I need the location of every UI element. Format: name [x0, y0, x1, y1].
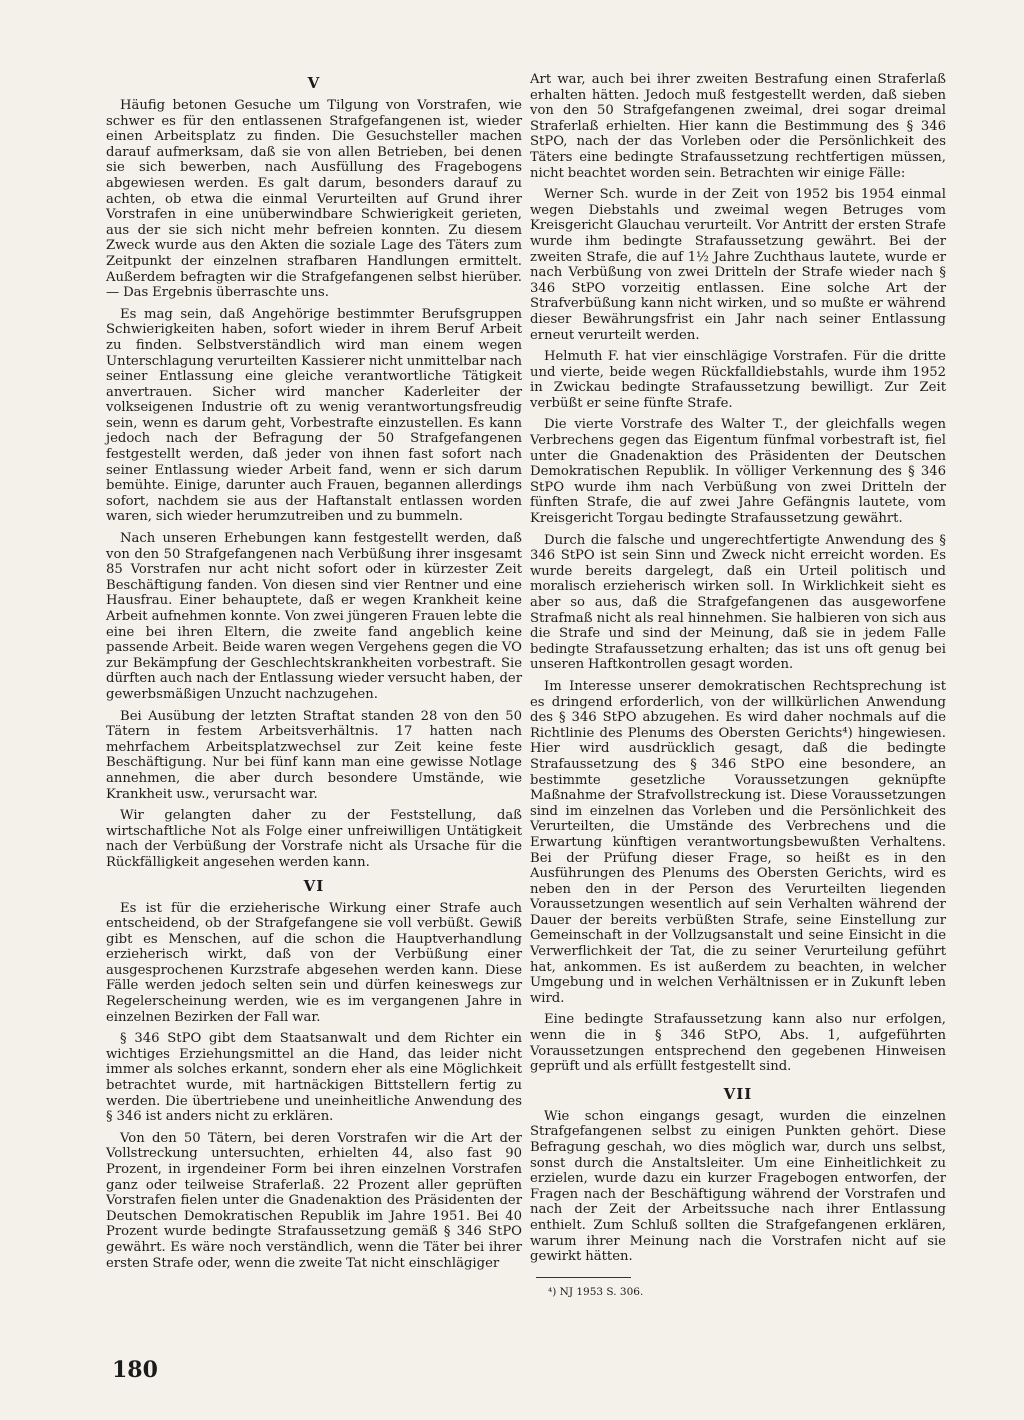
paragraph: Häufig betonen Gesuche um Tilgung von Vorstrafen, wie schwer es für den entlassenen Strafgefangenen ist, wieder einen Arbeitsplatz zu finden. Die Gesuchsteller machen darauf aufmerksam, daß sie von allen Betrieben, bei denen sie sich bewerben, nach Ausfüllung des Fragebogens abgewiesen werden. Es galt darum, besonders darauf zu achten, ob etwa die einmal Verurteilten auf Grund ihrer Vorstrafen in eine unüberwindbare Schwierigkeit gerieten, aus der sie sich nicht mehr befreien konnten. Zu diesem Zweck wurde aus den Akten die soziale Lage des Täters zum Zeitpunkt der einzelnen strafbaren Handlungen ermittelt. Außerdem befragten wir die Strafgefangenen selbst hierüber. — Das Ergebnis überraschte uns. — [106, 98, 522, 301]
footnote: ⁴) NJ 1953 S. 306. — [548, 1285, 644, 1298]
right-column — [530, 72, 946, 1299]
paragraph: Es ist für die erzieherische Wirkung einer Strafe auch entscheidend, ob der Strafgefangene sie voll verbüßt. Gewiß gibt es Menschen, auf die schon die Hauptverhandlung erzieherisch wirkt, daß von der Verbüßung einer ausgesprochenen Kurzstrafe abgesehen werden kann. Diese Fälle werden jedoch selten sein und dürfen keineswegs zur Regelerscheinung werden, wie es im vergangenen Jahre in einzelnen Bezirken der Fall war. — [106, 900, 522, 1025]
section-heading-v: V — [307, 74, 321, 92]
page-number: 180 — [112, 1357, 158, 1383]
paragraph: Durch die falsche und ungerechtfertigte Anwendung des § 346 StPO ist sein Sinn und Zweck nicht erreicht worden. Es wurde bereits dargelegt, daß ein Urteil politisch und moralisch erzieherisch wirken soll. In Wirklichkeit sieht es aber so aus, daß die Strafgefangenen das ausgeworfene Strafmaß nicht als real hinnehmen. Sie halbieren von sich aus die Strafe und sind der Meinung, daß sie in jedem Falle bedingte Strafaussetzung erhalten; das ist uns oft genug bei unseren Haftkontrollen gesagt worden. — [530, 532, 946, 673]
paragraph: Wir gelangten daher zu der Feststellung, daß wirtschaftliche Not als Folge einer unfreiwilligen Untätigkeit nach der Verbüßung der Vorstrafe nicht als Ursache für die Rückfälligkeit angesehen werden kann. — [106, 808, 522, 870]
paragraph: § 346 StPO gibt dem Staatsanwalt und dem Richter ein wichtiges Erziehungsmittel an die Hand, das leider nicht immer als solches erkannt, sondern eher als eine Möglichkeit betrachtet wurde, mit hartnäckigen Bittstellern fertig zu werden. Die übertriebene und uneinheitliche Anwendung des § 346 ist anders nicht zu erklären. — [106, 1031, 522, 1125]
left-column — [106, 72, 522, 1277]
paragraph: Wie schon eingangs gesagt, wurden die einzelnen Strafgefangenen selbst zu einigen Punkten gehört. Diese Befragung geschah, wo dies möglich war, durch uns selbst, sonst durch die Anstaltsleiter. Um eine Einheitlichkeit zu erzielen, wurde dazu ein kurzer Fragebogen entworfen, der Fragen nach der Beschäftigung während der Vorstrafen und nach der Zeit der Arbeitssuche nach ihrer Entlassung enthielt. Zum Schluß sollten die Strafgefangenen erklären, warum ihrer Meinung nach die Vorstrafen nicht auf sie gewirkt hätten. — [530, 1108, 946, 1265]
section-heading-vi: VI — [303, 876, 325, 895]
footnote-divider — [536, 1277, 631, 1278]
paragraph: Es mag sein, daß Angehörige bestimmter Berufsgruppen Schwierigkeiten haben, sofort wieder in ihrem Beruf Arbeit zu finden. Selbstverständlich wird man einem wegen Unterschlagung verurteilten Kassierer nicht unmittelbar nach seiner Entlassung eine gleiche verantwortliche Tätigkeit anvertrauen. Sicher wird mancher Kaderleiter der volkseigenen Industrie oft zu wenig verantwortungsfreudig sein, wenn es darum geht, Vorbestrafte einzustellen. Es kann jedoch nach der Befragung der 50 Strafgefangenen festgestellt werden, daß jeder von ihnen fast sofort nach seiner Entlassung wieder Arbeit fand, wenn er sich darum bemühte. Einige, darunter auch Frauen, begannen allerdings sofort, nachdem sie aus der Haftanstalt entlassen worden waren, sich wieder herumzutreiben und zu bummeln. — [106, 306, 522, 525]
paragraph: Werner Sch. wurde in der Zeit von 1952 bis 1954 einmal wegen Diebstahls und zweimal wegen Betruges vom Kreisgericht Glauchau verurteilt. Vor Antritt der ersten Strafe wurde ihm bedingte Strafaussetzung gewährt. Bei der zweiten Strafe, die auf 1½ Jahre Zuchthaus lautete, wurde er nach Verbüßung von zwei Dritteln der Strafe wieder nach § 346 StPO vorzeitig entlassen. Eine solche Art der Strafverbüßung kann nicht wirken, und so mußte er während dieser Bewährungsfrist ein Jahr nach seiner Entlassung erneut verurteilt werden. — [530, 187, 946, 343]
paragraph: Im Interesse unserer demokratischen Rechtsprechung ist es dringend erforderlich, von der willkürlichen Anwendung des § 346 StPO abzugehen. Es wird daher nochmals auf die Richtlinie des Plenums des Obersten Gerichts⁴) hingewiesen. Hier wird ausdrücklich gesagt, daß die bedingte Strafaussetzung des § 346 StPO eine besondere, an bestimmte gesetzliche Voraussetzungen geknüpfte Maßnahme der Strafvollstreckung ist. Diese Voraussetzungen sind im einzelnen das Vorleben und die Persönlichkeit des Verurteilten, die Umstände des Verbrechens und die Erwartung künftigen verantwortungsbewußten Verhaltens. Bei der Prüfung dieser Frage, so heißt es in den Ausführungen des Plenums des Obersten Gerichts, wird es neben den in der Person des Verurteilten liegenden Voraussetzungen wesentlich auf sein Verhalten während der Dauer der bereits verbüßten Strafe, seine Einstellung zur Gemeinschaft in der Vollzugsanstalt und seine Einsicht in die Verwerflichkeit der Tat, die zu seiner Verurteilung geführt hat, ankommen. Es ist außerdem zu beachten, in welcher Umgebung und in welchen Verhältnissen er in Zukunft leben wird. — [530, 678, 946, 1006]
paragraph: Von den 50 Tätern, bei deren Vorstrafen wir die Art der Vollstreckung untersuchten, erhielten 44, also fast 90 Prozent, in irgendeiner Form bei ihren einzelnen Vorstrafen ganz oder teilweise Straferlaß. 22 Prozent aller geprüften Vorstrafen fielen unter die Gnadenaktion des Präsidenten der Deutschen Demokratischen Republik im Jahre 1951. Bei 40 Prozent wurde bedingte Strafaussetzung gemäß § 346 StPO gewährt. Es wäre noch verständlich, wenn die Täter bei ihrer ersten Strafe oder, wenn die zweite Tat nicht einschlägiger — [106, 1130, 522, 1271]
paragraph: Die vierte Vorstrafe des Walter T., der gleichfalls wegen Verbrechens gegen das Eigentum fünfmal vorbestraft ist, fiel unter die Gnadenaktion des Präsidenten der Deutschen Demokratischen Republik. In völliger Verkennung des § 346 StPO wurde ihm nach Verbüßung von zwei Dritteln der fünften Strafe, die auf zwei Jahre Gefängnis lautete, vom Kreisgericht Torgau bedingte Strafaussetzung gewährt. — [530, 417, 946, 527]
paragraph: Eine bedingte Strafaussetzung kann also nur erfolgen, wenn die in § 346 StPO, Abs. 1, aufgeführten Voraussetzungen entsprechend den gegebenen Hinweisen geprüft und als erfüllt festgestellt sind. — [530, 1012, 946, 1075]
paragraph: Helmuth F. hat vier einschlägige Vorstrafen. Für die dritte und vierte, beide wegen Rückfalldiebstahls, wurde ihm 1952 in Zwickau bedingte Strafaussetzung bewilligt. Zur Zeit verbüßt er seine fünfte Strafe. — [530, 349, 946, 411]
paragraph: Bei Ausübung der letzten Straftat standen 28 von den 50 Tätern in festem Arbeitsverhältnis. 17 hatten nach mehrfachem Arbeitsplatzwechsel zur Zeit keine feste Beschäftigung. Nur bei fünf kann man eine gewisse Notlage annehmen, die aber durch besondere Umstände, wie Krankheit usw., verursacht war. — [106, 708, 522, 802]
section-heading-vii: VII — [723, 1084, 753, 1103]
paragraph: Art war, auch bei ihrer zweiten Bestrafung einen Straferlaß erhalten hätten. Jedoch muß festgestellt werden, daß sieben von den 50 Strafgefangenen zweimal, drei sogar dreimal Straferlaß erhielten. Hier kann die Bestimmung des § 346 StPO, nach der das Vorleben oder die Persönlichkeit des Täters eine bedingte Strafaussetzung rechtfertigen müssen, nicht beachtet worden sein. Betrachten wir einige Fälle: — [530, 72, 946, 181]
paragraph: Nach unseren Erhebungen kann festgestellt werden, daß von den 50 Strafgefangenen nach Verbüßung ihrer insgesamt 85 Vorstrafen nur acht nicht sofort oder in kürzester Zeit Beschäftigung fanden. Von diesen sind vier Rentner und eine Hausfrau. Einer behauptete, daß er wegen Krankheit keine Arbeit aufnehmen konnte. Von zwei jüngeren Frauen lebte die eine bei ihren Eltern, die zweite fand angeblich keine passende Arbeit. Beide waren wegen Vergehens gegen die VO zur Bekämpfung der Geschlechtskrankheiten vorbestraft. Sie dürften auch nach der Entlassung wieder versucht haben, der gewerbsmäßigen Unzucht nachzugehen. — [106, 531, 522, 702]
